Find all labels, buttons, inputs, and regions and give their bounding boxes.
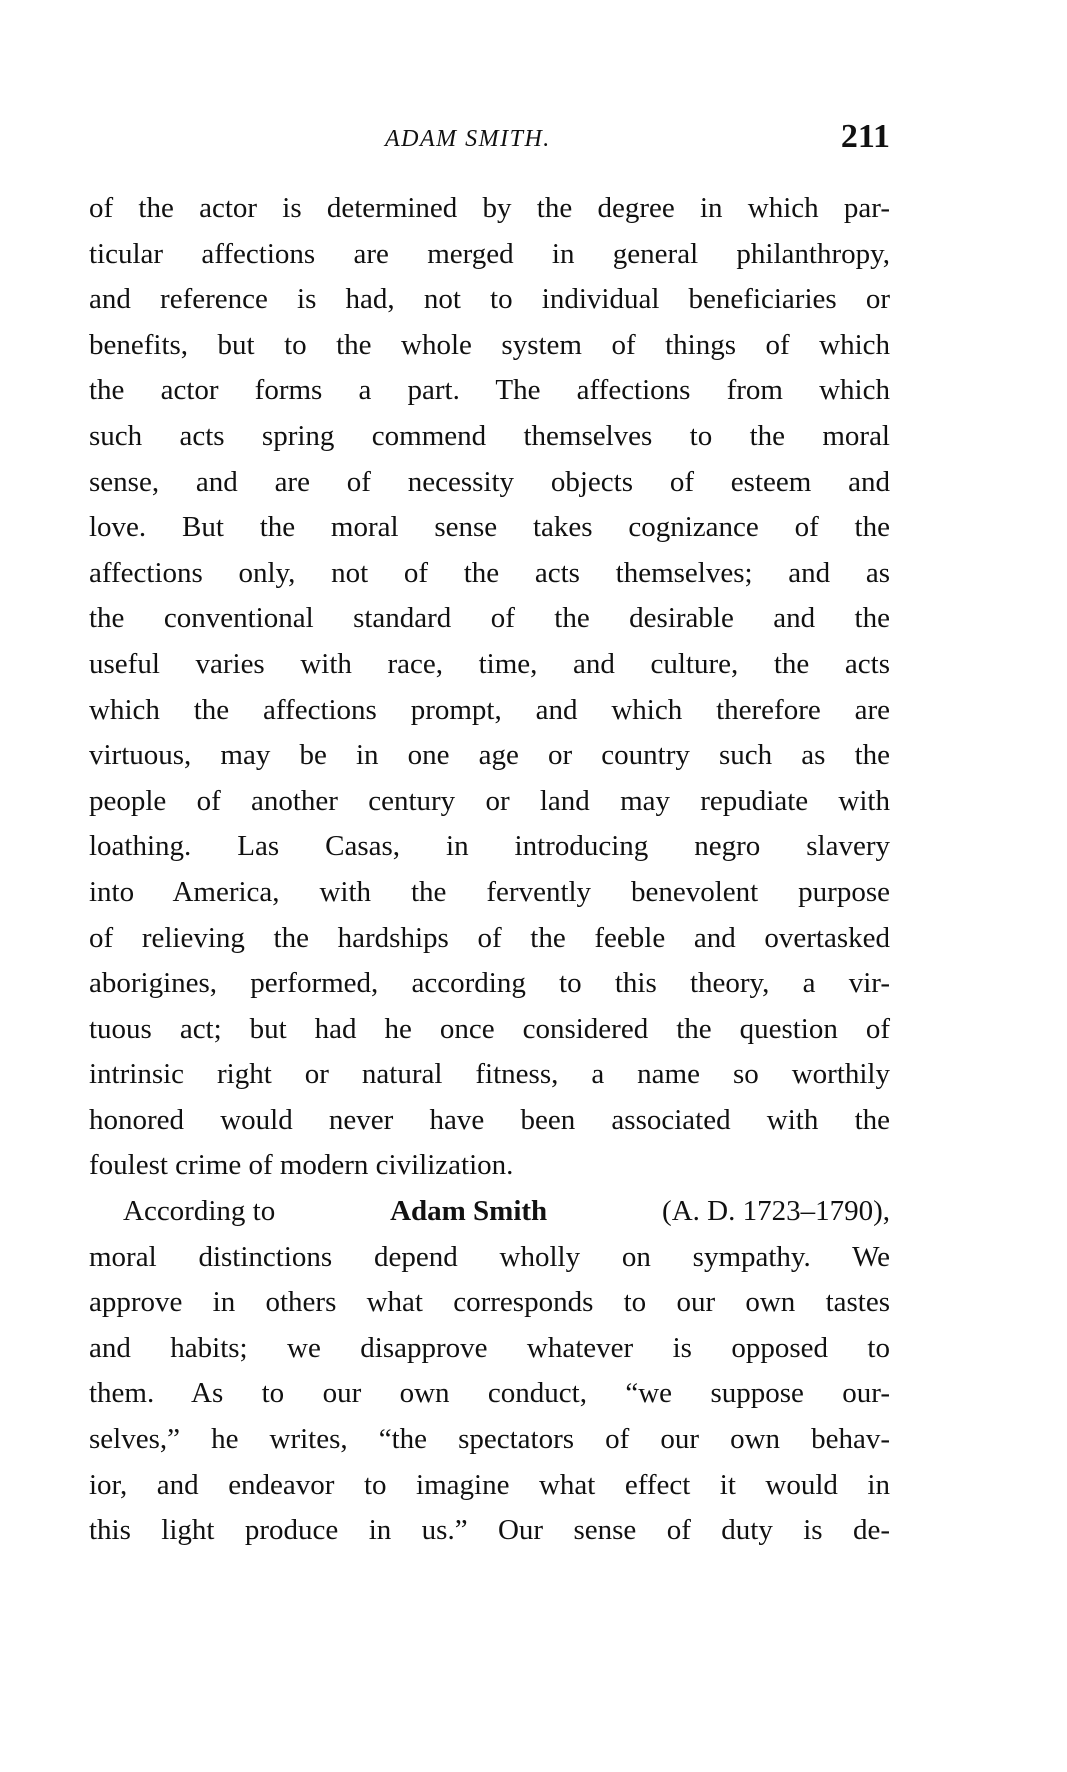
body-text — [89, 186, 890, 1554]
text-line: ticular affections are merged in general philanthropy, — [89, 237, 890, 270]
text-line: ior, and endeavor to imagine what effect it would in — [89, 1468, 890, 1501]
text-segment: (A. D. 1723–1790), — [662, 1195, 890, 1228]
text-line: aborigines, performed, according to this theory, a vir- — [89, 967, 890, 1000]
text-line: and reference is had, not to individual beneficiaries or — [89, 283, 890, 316]
text-line: the actor forms a part. The affections from which — [89, 374, 890, 407]
text-line: sense, and are of necessity objects of esteem and — [89, 465, 890, 498]
text-line: useful varies with race, time, and culture, the acts — [89, 647, 890, 680]
text-line: intrinsic right or natural fitness, a name so worthily — [89, 1058, 890, 1091]
text-line: benefits, but to the whole system of things of which — [89, 328, 890, 361]
text-line: virtuous, may be in one age or country such as the — [89, 739, 890, 772]
paragraph-first-line — [89, 1189, 890, 1235]
running-header-title: ADAM SMITH. — [385, 126, 551, 152]
author-name: Adam Smith — [390, 1195, 548, 1228]
text-line: loathing. Las Casas, in introducing negro slavery — [89, 830, 890, 863]
text-line: approve in others what corresponds to our own tastes — [89, 1286, 890, 1319]
text-line: such acts spring commend themselves to the moral — [89, 419, 890, 452]
text-line: which the affections prompt, and which therefore are — [89, 693, 890, 726]
page-number: 211 — [840, 118, 890, 155]
text-line: foulest crime of modern civilization. — [89, 1149, 514, 1182]
text-line: them. As to our own conduct, “we suppose our- — [89, 1377, 890, 1410]
text-line: and habits; we disapprove whatever is opposed to — [89, 1331, 890, 1364]
text-line: love. But the moral sense takes cognizance of the — [89, 511, 890, 544]
text-line: tuous act; but had he once considered the question of — [89, 1012, 890, 1045]
text-line: the conventional standard of the desirable and the — [89, 602, 890, 635]
text-line: of the actor is determined by the degree in which par- — [89, 192, 890, 224]
text-line: moral distinctions depend wholly on sympathy. We — [89, 1240, 890, 1273]
text-line: affections only, not of the acts themselves; and as — [89, 556, 890, 589]
text-line: into America, with the fervently benevolent purpose — [89, 875, 890, 908]
text-line: honored would never have been associated with the — [89, 1103, 890, 1136]
text-line: this light produce in us.” Our sense of duty is de- — [89, 1514, 890, 1547]
text-line: selves,” he writes, “the spectators of our own behav- — [89, 1423, 890, 1456]
text-line: of relieving the hardships of the feeble and overtasked — [89, 921, 890, 954]
text-line: people of another century or land may repudiate with — [89, 784, 890, 817]
text-segment: According to — [123, 1195, 276, 1228]
